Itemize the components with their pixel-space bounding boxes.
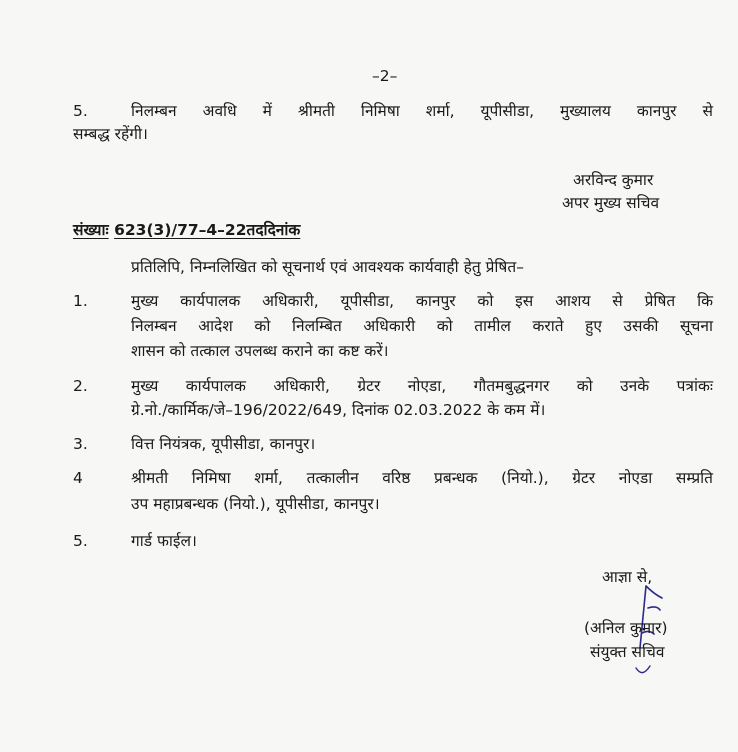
item-2-line-1: मुख्य कार्यपालक अधिकारी, ग्रेटर नोएडा, गौतमबुद्धनगर को उनके पत्रांकः: [131, 377, 713, 395]
item-4-number: 4: [73, 469, 83, 487]
para5-line-2: सम्बद्ध रहेंगी।: [73, 125, 148, 143]
item-1-line-2: निलम्बन आदेश को निलम्बित अधिकारी को तामील कराते हुए उसकी सूचना: [131, 317, 713, 335]
signatory2-designation: संयुक्त सचिव: [590, 643, 665, 661]
para5-number: 5.: [73, 102, 88, 120]
item-1-line-3: शासन को तत्काल उपलब्ध कराने का कष्ट करें।: [131, 342, 389, 360]
item-1-line-1: मुख्य कार्यपालक अधिकारी, यूपीसीडा, कानपुर को इस आशय से प्रेषित कि: [131, 292, 713, 310]
item-4-line-1: श्रीमती निमिषा शर्मा, तत्कालीन वरिष्ठ प्रबन्धक (नियो.), ग्रेटर नोएडा सम्प्रति: [131, 469, 713, 487]
signatory1-name: अरविन्द कुमार: [573, 171, 654, 189]
copy-intro: प्रतिलिपि, निम्नलिखित को सूचनार्थ एवं आवश्यक कार्यवाही हेतु प्रेषित–: [131, 258, 524, 276]
signatory2-name: (अनिल कुमार): [584, 619, 668, 637]
item-5-number: 5.: [73, 532, 88, 550]
item-4-line-2: उप महाप्रबन्धक (नियो.), यूपीसीडा, कानपुर।: [131, 495, 380, 513]
reference-label: संख्याः: [73, 221, 109, 239]
page-number: –2–: [372, 67, 398, 85]
para5-line-1: निलम्बन अवधि में श्रीमती निमिषा शर्मा, यूपीसीडा, मुख्यालय कानपुर से: [131, 102, 713, 120]
reference-value: 623(3)/77–4–22तददिनांक: [114, 221, 301, 239]
item-5-line-1: गार्ड फाईल।: [131, 532, 197, 550]
item-3-line-1: वित्त नियंत्रक, यूपीसीडा, कानपुर।: [131, 435, 316, 453]
item-3-number: 3.: [73, 435, 88, 453]
item-2-number: 2.: [73, 377, 88, 395]
signatory2-order-text: आज्ञा से,: [602, 568, 653, 586]
item-2-line-2: ग्रे.नो./कार्मिक/जे–196/2022/649, दिनांक 02.03.2022 के कम में।: [131, 401, 546, 419]
reference-line: [73, 220, 300, 240]
signatory1-designation: अपर मुख्य सचिव: [562, 194, 660, 212]
item-1-number: 1.: [73, 292, 88, 310]
